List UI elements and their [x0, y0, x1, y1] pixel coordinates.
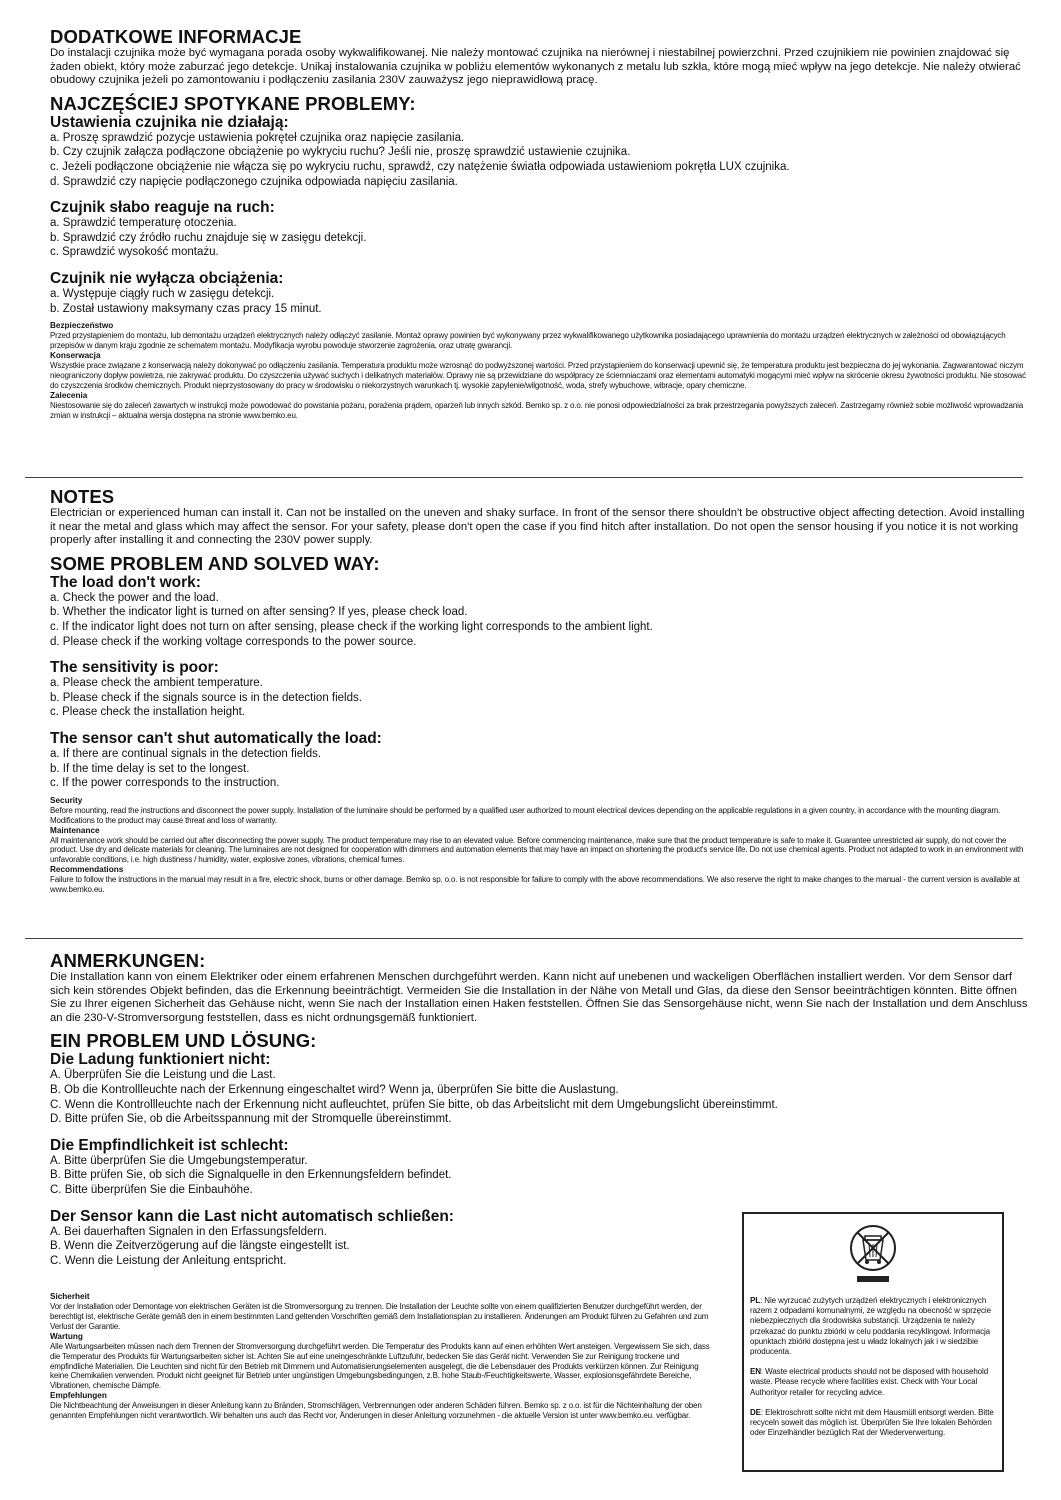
- list-item: b. Please check if the signals source is in the detection fields.: [50, 691, 362, 704]
- list-item: b. Czy czujnik załącza podłączone obciążenie po wykryciu ruchu? Jeśli nie, proszę sprawdzić ustawienie czujnika.: [50, 146, 631, 159]
- pl-fine-text: Przed przystąpieniem do montażu, lub demontażu urządzeń elektrycznych należy odłączyć zasilanie. Montaż oprawy powinien być wykonywany przez wykwalifikowanego użytkownika posiadającego uprawnienia do montażu urządzeń elektrycznych w zależności od obowiązujących przepisów w danym kraju zgodnie ze schematem montażu. Modyfikacja wyrobu powoduje stworzenie zagrożenia, oraz utratę gwarancji.: [50, 331, 1006, 351]
- en-intro: Electrician or experienced human can install it. Can not be installed on the uneven and shaky surface. In front of the sensor there shouldn't be obstructive object affecting detection. Avoid installing it near the metal and glass which may affect the sensor. For your safety, please don't open the case if you find hitch after installation. Do not open the sensor housing if you notice it is not working properly after installing it and connecting the 230V power supply.: [50, 507, 1025, 547]
- recycling-en-text: : Waste electrical products should not be disposed with household waste. Please recycle where facilities exist. Check with Your Local Authorityor retailer for recycling advice.: [750, 1367, 989, 1397]
- en-group-heading: The sensitivity is poor:: [50, 659, 219, 677]
- list-item: a. Sprawdzić temperaturę otoczenia.: [50, 217, 237, 230]
- list-item: d. Please check if the working voltage corresponds to the power source.: [50, 635, 417, 648]
- lang-code: EN: [750, 1367, 761, 1377]
- en-fine-heading: Recommendations: [50, 865, 124, 875]
- de-title: ANMERKUNGEN:: [50, 950, 206, 971]
- recycling-notice: [742, 1212, 1004, 1472]
- list-item: c. Please check the installation height.: [50, 706, 245, 719]
- list-item: c. If the power corresponds to the instruction.: [50, 777, 280, 790]
- list-item: D. Bitte prüfen Sie, ob die Arbeitsspannung mit der Stromquelle übereinstimmt.: [50, 1113, 452, 1126]
- en-fine-heading: Security: [50, 795, 83, 805]
- pl-group-heading: Czujnik nie wyłącza obciążenia:: [50, 269, 284, 287]
- list-item: a. Please check the ambient temperature.: [50, 677, 263, 690]
- recycling-en: [750, 1367, 996, 1398]
- pl-fine-heading: Bezpieczeństwo: [50, 321, 114, 331]
- pl-fine-heading: Konserwacja: [50, 350, 101, 360]
- pl-intro: Do instalacji czujnika może być wymagana porada osoby wykwalifikowanej. Nie należy montować czujnika na nierównej i niestabilnej powierzchni. Przed czujnikiem nie powinien znajdować się żaden obiekt, który może zaburzać jego detekcje. Unikaj instalowania czujnika w pobliżu elementów wykonanych z metalu lub szkła, które mogą mieć wpływ na jego detekcje. Nie należy otwierać obudowy czujnika jeżeli po zamontowaniu i podłączeniu zasilania 230V zauważysz jego nieprawidłową pracę.: [50, 47, 1021, 87]
- recycling-de-text: : Elektroschrott sollte nicht mit dem Hausmüll entsorgt werden. Bitte recyceln soweit das möglich ist. Überprüfen Sie Ihre lokalen Behörden oder Einzelhändler bezüglich Rat der Wiederverwertung.: [750, 1407, 994, 1438]
- en-group-heading: The load don't work:: [50, 573, 201, 591]
- en-group-heading: The sensor can't shut automatically the load:: [50, 729, 382, 747]
- de-fine-text: Alle Wartungsarbeiten müssen nach dem Trennen der Stromversorgung durchgeführt werden. Die Temperatur des Produkts kann auf einen erhöhten Wert ansteigen. Vergewissern Sie sich, dass die Temperatur des Produkts für Wartungsarbeiten sicher ist. Achten Sie auf eine uneingeschränkte Luftzufuhr, bedecken Sie das Gerät nicht. Verwenden Sie zur Reinigung trockene und empfindliche Materialien. Die Leuchten sind nicht für den Betrieb mit Dimmern und Automatisierungselementen ausgelegt, die die Lebensdauer des Produkts verkürzen können. Zur Reinigung keine Chemikalien verwenden. Produkt nicht geeignet für Betrieb unter ungünstigen Umgebungsbedingungen, z.B. hohe Staub-/Feuchtigkeitswerte, Wasser, explosionsgefährdete Bereiche, Vibrationen, chemische Dämpfe.: [50, 1341, 710, 1391]
- list-item: B. Wenn die Zeitverzögerung auf die längste eingestellt ist.: [50, 1240, 350, 1253]
- de-fine-text: Vor der Installation oder Demontage von elektrischen Geräten ist die Stromversorgung zu trennen. Die Installation der Leuchte sollte von einem qualifizierten Benutzer durchgeführt werden, der berechtigt ist, elektrische Geräte gemäß den in einem bestimmten Land geltenden Vorschriften gemäß dem Installationsplan zu installieren. Änderungen am Produkt führen zu Gefahren und zum Verlust der Garantie.: [50, 1302, 709, 1331]
- pl-group-heading: Ustawienia czujnika nie działają:: [50, 113, 289, 131]
- list-item: A. Bitte überprüfen Sie die Umgebungstemperatur.: [50, 1154, 308, 1167]
- de-problems-title: EIN PROBLEM UND LÖSUNG:: [50, 1030, 317, 1052]
- recycling-pl-text: : Nie wyrzucać zużytych urządzeń elektrycznych i elektronicznych razem z odpadami komunalnymi, ze względu na obecność w sprzęcie niebezpiecznych dla środowiska substancji. Urządzenia te należy przekazać do punktu zbiórki w celu poddania recyklingowi. Informacja opunktach zbiórki dostępna jest u władz lokalnych jak i w siedzibie producenta.: [750, 1296, 991, 1357]
- list-item: C. Wenn die Leistung der Anleitung entspricht.: [50, 1254, 287, 1267]
- list-item: a. Występuje ciągły ruch w zasięgu detekcji.: [50, 287, 275, 300]
- list-item: b. Sprawdzić czy źródło ruchu znajduje się w zasięgu detekcji.: [50, 231, 367, 244]
- en-fine-heading: Maintenance: [50, 825, 100, 835]
- list-item: a. If there are continual signals in the detection fields.: [50, 747, 322, 760]
- de-fine-heading: Empfehlungen: [50, 1391, 107, 1401]
- english-section: [50, 486, 1031, 895]
- list-item: b. Został ustawiony maksymany czas pracy 15 minut.: [50, 302, 322, 315]
- en-fine-text: All maintenance work should be carried out after disconnecting the power supply. The product temperature may rise to an elevated value. Before commencing maintenance, make sure that the product temperature is safe to make it. Guarantee unrestricted air supply, do not cover the product. Use dry and delicate materials for cleaning. The luminaires are not designed for cooperation with dimmers and automation elements that may have an impact on shortening the product's service life. Do not use chemical agents. Product not adapted to work in an environment with unfavorable conditions, i.e. high dustiness / humidity, water, explosive zones, vibrations, chemical fumes.: [50, 835, 1024, 865]
- en-fine-text: Before mounting, read the instructions and disconnect the power supply. Installation of the luminaire should be performed by a qualified user authorized to mount electrical devices depending on the applicable regulations in a given country, in accordance with the mounting diagram. Modifications to the product may cause threat and loss of warranty.: [50, 805, 1001, 825]
- de-group-heading: Die Ladung funktioniert nicht:: [50, 1051, 271, 1069]
- pl-fine-text: Wszystkie prace związane z konserwacją należy dokonywać po odłączeniu zasilania. Temperatura produktu może wzrosnąć do podwyższonej wartości. Przed przystąpieniem do konserwacji upewnić się, że temperatura produktu jest bezpieczna do jej wykonania. Zagwarantować niczym nieograniczony dopływ powietrza, nie zakrywać produktu. Do czyszczenia używać suchych i delikatnych materiałów. Oprawy nie są przewidziane do współpracy ze ściemniaczami oraz elementami automatyki mogącymi mieć wpływ na skrócenie okresu żywotności produktu. Nie stosować do czyszczenia środków chemicznych. Produkt nieprzystosowany do pracy w środowisku o niekorzystnych warunkach tj. wysokie zapylenie/wilgotność, woda, strefy wybuchowe, wibracje, opary chemiczne.: [50, 360, 1026, 390]
- de-fine-heading: Wartung: [50, 1331, 83, 1341]
- list-item: a. Check the power and the load.: [50, 591, 219, 604]
- list-item: d. Sprawdzić czy napięcie podłączonego czujnika odpowiada napięciu zasilania.: [50, 175, 458, 188]
- de-group-heading: Der Sensor kann die Last nicht automatisch schließen:: [50, 1207, 454, 1225]
- list-item: c. Sprawdzić wysokość montażu.: [50, 246, 219, 259]
- list-item: c. Jeżeli podłączone obciążenie nie włącza się po wykryciu ruchu, sprawdź, czy natężenie światła odpowiada ustawieniom pokrętła LUX czujnika.: [50, 160, 790, 173]
- list-item: C. Wenn die Kontrollleuchte nach der Erkennung nicht aufleuchtet, prüfen Sie bitte, ob das Arbeitslicht mit dem Umgebungslicht übereinstimmt.: [50, 1098, 778, 1111]
- de-fine-heading: Sicherheit: [50, 1292, 90, 1301]
- polish-section: [50, 26, 1031, 420]
- pl-title: DODATKOWE INFORMACJE: [50, 26, 302, 47]
- de-intro: Die Installation kann von einem Elektriker oder einem erfahrenen Menschen durchgeführt werden. Kann nicht auf unebenen und wackeligen Oberflächen installiert werden. Vor dem Sensor darf sich kein störendes Objekt befinden, das die Erkennung beeinträchtigt. Vermeiden Sie die Installation in der Nähe von Metall und Glas, da diese den Sensor beeinträchtigen könnten. Bitte öffnen Sie zu Ihrer eigenen Sicherheit das Gehäuse nicht, wenn Sie nach der Installation einen Haken feststellen. Öffnen Sie das Sensorgehäuse nicht, wenn Sie nach der Installation und dem Anschluss an die 230-V-Stromversorgung feststellen, dass es nicht ordnungsgemäß funktioniert.: [50, 971, 1028, 1024]
- recycling-de: [750, 1408, 996, 1439]
- section-divider: [25, 477, 1023, 478]
- lang-code: DE: [750, 1407, 761, 1417]
- pl-fine-text: Niestosowanie się do zaleceń zawartych w instrukcji może powodować do powstania pożaru, porażenia prądem, oparzeń lub innych szkód. Bemko sp. z o.o. nie ponosi odpowiedzialności za brak przestrzegania powyższych zaleceń. Zastrzegamy również sobie możliwość wprowadzania zmian w instrukcji – aktualna wersja dostępna na stronie www.bemko.eu.: [50, 400, 1024, 420]
- list-item: c. If the indicator light does not turn on after sensing, please check if the working light corresponds to the ambient light.: [50, 620, 653, 633]
- recycling-pl: [750, 1296, 996, 1357]
- lang-code: PL: [750, 1296, 761, 1305]
- german-fine-print: [50, 1292, 712, 1421]
- list-item: b. If the time delay is set to the longest.: [50, 762, 250, 775]
- list-item: B. Bitte prüfen Sie, ob sich die Signalquelle in den Erkennungsfeldern befindet.: [50, 1169, 452, 1182]
- en-problems-title: SOME PROBLEM AND SOLVED WAY:: [50, 552, 380, 574]
- en-title: NOTES: [50, 486, 115, 507]
- crossed-out-wheelie-bin-icon: [845, 1222, 901, 1286]
- list-item: C. Bitte überprüfen Sie die Einbauhöhe.: [50, 1183, 253, 1196]
- list-item: a. Proszę sprawdzić pozycje ustawienia pokręteł czujnika oraz napięcie zasilania.: [50, 131, 465, 144]
- list-item: b. Whether the indicator light is turned on after sensing? If yes, please check load.: [50, 606, 468, 619]
- pl-problems-title: NAJCZĘŚCIEJ SPOTYKANE PROBLEMY:: [50, 92, 416, 114]
- de-group-heading: Die Empfindlichkeit ist schlecht:: [50, 1136, 289, 1154]
- de-fine-text: Die Nichtbeachtung der Anweisungen in dieser Anleitung kann zu Bränden, Stromschlägen, Verbrennungen oder anderen Schäden führen. Bemko sp. z o.o. ist für die Nichteinhaltung der oben genannten Empfehlungen nicht verantwortlich. Wir behalten uns auch das Recht vor, Änderungen in dieser Anleitung vorzunehmen - die aktuelle Version ist unter www.bemko.eu. verfügbar.: [50, 1401, 702, 1421]
- pl-group-heading: Czujnik słabo reaguje na ruch:: [50, 199, 275, 217]
- list-item: A. Überprüfen Sie die Leistung und die Last.: [50, 1069, 276, 1082]
- pl-fine-heading: Zalecenia: [50, 390, 88, 400]
- en-fine-text: Failure to follow the instructions in the manual may result in a fire, electric shock, burns or other damage. Bemko sp. o.o. is not responsible for failure to comply with the above recommendations. We also reserve the right to make changes to the manual - the current version is available at www.bemko.eu.: [50, 875, 1020, 895]
- section-divider: [25, 938, 1023, 939]
- list-item: A. Bei dauerhaften Signalen in den Erfassungsfeldern.: [50, 1225, 327, 1238]
- list-item: B. Ob die Kontrollleuchte nach der Erkennung eingeschaltet wird? Wenn ja, überprüfen Sie bitte die Auslastung.: [50, 1083, 619, 1096]
